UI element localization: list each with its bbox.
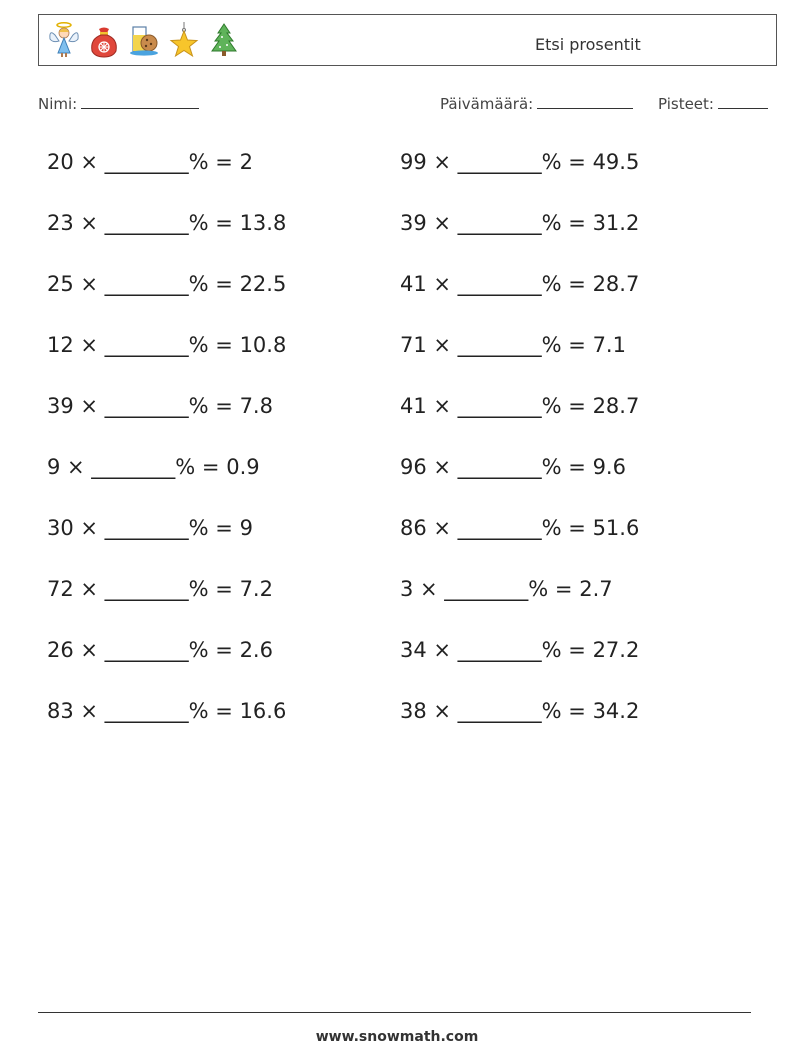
problem-left-3: 25 × ________% = 22.5 [47,272,287,296]
problem-left-4: 12 × ________% = 10.8 [47,333,287,357]
name-label: Nimi: [38,95,78,113]
problem-left-5: 39 × ________% = 7.8 [47,394,273,418]
score-field [658,94,768,113]
star-icon [167,21,201,59]
problem-right-8: 3 × ________% = 2.7 [400,577,613,601]
problem-left-2: 23 × ________% = 13.8 [47,211,287,235]
date-field [440,94,633,113]
date-blank [537,94,633,109]
problem-left-10: 83 × ________% = 16.6 [47,699,287,723]
worksheet-header [38,14,777,66]
problem-left-6: 9 × ________% = 0.9 [47,455,260,479]
problem-left-9: 26 × ________% = 2.6 [47,638,273,662]
worksheet-title: Etsi prosentit [535,35,641,54]
score-label: Pisteet: [658,95,714,113]
problem-right-1: 99 × ________% = 49.5 [400,150,640,174]
christmas-tree-icon [207,21,241,59]
footer-divider [38,1012,751,1013]
problem-right-10: 38 × ________% = 34.2 [400,699,640,723]
problem-right-2: 39 × ________% = 31.2 [400,211,640,235]
problem-right-7: 86 × ________% = 51.6 [400,516,640,540]
problem-right-5: 41 × ________% = 28.7 [400,394,640,418]
score-blank [718,94,768,109]
problem-right-6: 96 × ________% = 9.6 [400,455,626,479]
problem-left-1: 20 × ________% = 2 [47,150,253,174]
name-field [38,94,199,113]
gift-sack-icon [87,21,121,59]
footer-website: www.snowmath.com [315,1029,479,1045]
problem-right-3: 41 × ________% = 28.7 [400,272,640,296]
problem-left-8: 72 × ________% = 7.2 [47,577,273,601]
date-label: Päivämäärä: [440,95,534,113]
problem-left-7: 30 × ________% = 9 [47,516,253,540]
milk-and-cookie-icon [127,21,161,59]
angel-icon [47,21,81,59]
name-blank [81,94,199,109]
problem-right-9: 34 × ________% = 27.2 [400,638,640,662]
problem-right-4: 71 × ________% = 7.1 [400,333,626,357]
header-icons [47,21,241,59]
